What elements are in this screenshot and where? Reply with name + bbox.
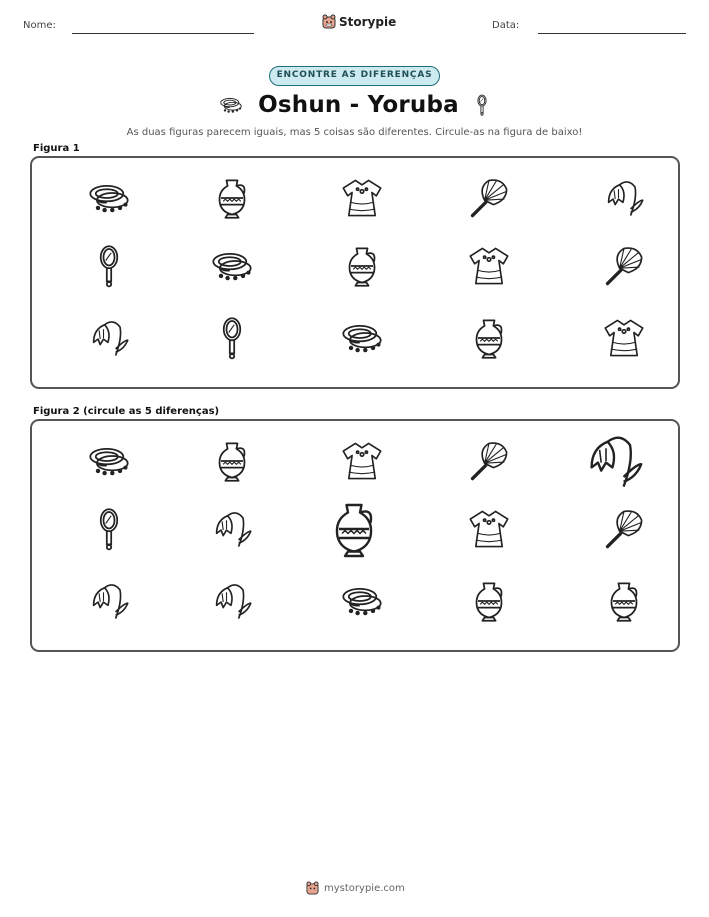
mirror-icon xyxy=(471,90,493,120)
bracelet-icon xyxy=(210,244,254,288)
dress-icon[interactable] xyxy=(340,439,384,483)
date-label: Data: xyxy=(492,20,520,31)
dress-icon xyxy=(340,176,384,220)
vase-icon[interactable] xyxy=(324,499,384,559)
instructions: As duas figuras parecem iguais, mas 5 coisas são diferentes. Circule-as na figura de baixo! xyxy=(126,127,583,138)
bracelet-icon[interactable] xyxy=(340,579,384,623)
fan-icon[interactable] xyxy=(467,439,511,483)
vase-icon xyxy=(467,316,511,360)
storypie-logo-icon xyxy=(306,881,319,895)
storypie-logo-icon xyxy=(322,14,336,29)
brand-name: Storypie xyxy=(339,14,397,29)
brand-logo xyxy=(322,14,396,29)
vase-icon xyxy=(340,244,384,288)
footer xyxy=(306,881,405,895)
bracelet-icon xyxy=(216,93,246,117)
dress-icon xyxy=(602,316,646,360)
mirror-icon xyxy=(210,316,254,360)
dress-icon xyxy=(467,244,511,288)
flower-icon[interactable] xyxy=(87,579,131,623)
bracelet-icon xyxy=(87,176,131,220)
vase-icon[interactable] xyxy=(602,579,646,623)
title-row xyxy=(0,90,709,120)
figure1-label: Figura 1 xyxy=(33,143,80,154)
activity-badge: ENCONTRE AS DIFERENÇAS xyxy=(269,66,440,86)
figure1-panel xyxy=(30,156,680,389)
vase-icon xyxy=(210,176,254,220)
date-field-line[interactable] xyxy=(538,33,686,34)
page-title: Oshun - Yoruba xyxy=(258,92,459,118)
bracelet-icon xyxy=(340,316,384,360)
mirror-icon[interactable] xyxy=(87,507,131,551)
figure2-label: Figura 2 (circule as 5 diferenças) xyxy=(33,406,220,417)
name-label: Nome: xyxy=(23,20,56,31)
fan-icon[interactable] xyxy=(602,507,646,551)
fan-icon xyxy=(602,244,646,288)
flower-icon xyxy=(87,316,131,360)
flower-icon xyxy=(602,176,646,220)
vase-icon[interactable] xyxy=(210,439,254,483)
flower-icon[interactable] xyxy=(582,429,646,493)
fan-icon xyxy=(467,176,511,220)
bracelet-icon[interactable] xyxy=(87,439,131,483)
mirror-icon xyxy=(87,244,131,288)
figure2-panel[interactable] xyxy=(30,419,680,652)
name-field-line[interactable] xyxy=(72,33,254,34)
footer-url[interactable]: mystorypie.com xyxy=(324,882,405,894)
dress-icon[interactable] xyxy=(467,507,511,551)
vase-icon[interactable] xyxy=(467,579,511,623)
flower-icon[interactable] xyxy=(210,579,254,623)
flower-icon[interactable] xyxy=(210,507,254,551)
